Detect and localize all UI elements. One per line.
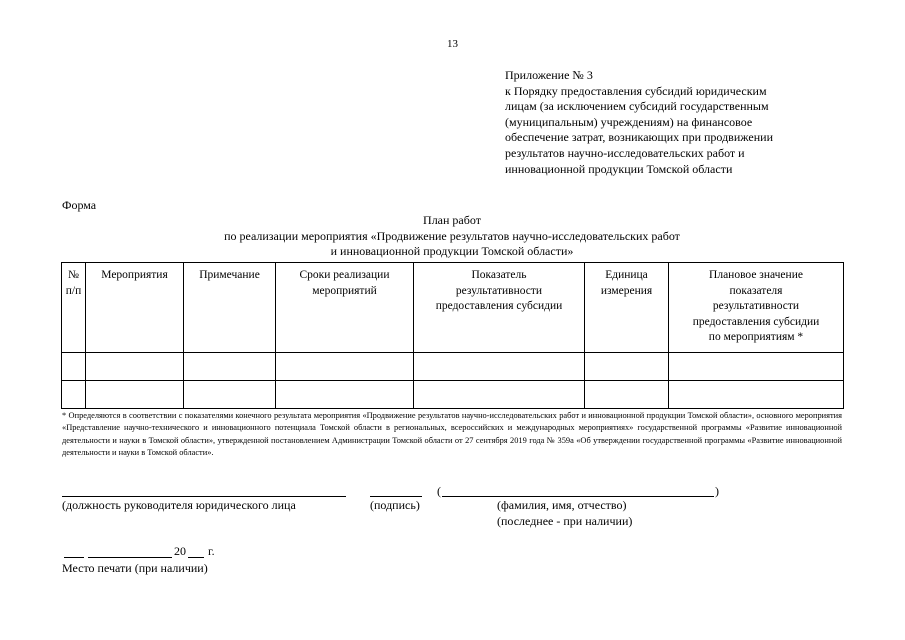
name-open-paren: (: [437, 484, 441, 498]
appendix-line: инновационной продукции Томской области: [505, 161, 733, 176]
date-year-prefix: 20: [174, 544, 186, 558]
plan-title-line: по реализации мероприятия «Продвижение результатов научно-исследовательских работ: [224, 228, 680, 243]
position-caption: (должность руководителя юридического лица: [62, 498, 296, 512]
plan-table: [61, 262, 844, 409]
signature-line[interactable]: [370, 496, 422, 497]
plan-title: [62, 213, 842, 260]
table-header-row: [62, 263, 844, 353]
form-label: Форма: [62, 198, 97, 212]
table-cell[interactable]: [86, 381, 184, 409]
header-deadlines: Сроки реализации мероприятий: [276, 263, 414, 353]
appendix-line: (муниципальным) учреждениям) на финансовое: [505, 114, 753, 129]
header-indicator: Показатель результативности предоставления субсидии: [414, 263, 585, 353]
signature-caption: (подпись): [370, 498, 420, 512]
table-cell[interactable]: [414, 353, 585, 381]
name-caption-note: (последнее - при наличии): [497, 514, 633, 528]
plan-title-line: и инновационной продукции Томской области»: [330, 244, 574, 259]
table-cell[interactable]: [669, 353, 844, 381]
header-planned-value: Плановое значение показателя результативности предоставления субсидии по мероприятиям *: [669, 263, 844, 353]
table-cell[interactable]: [86, 353, 184, 381]
appendix-block: [505, 68, 845, 177]
appendix-line: лицам (за исключением субсидий государственным: [505, 99, 769, 114]
footnote: * Определяются в соответствии с показателями конечного результата мероприятия «Продвижение результатов научно-исследовательских работ и инновационной продукции Томской области», основного мероприятия «Представление научно-технического и инновационного потенциала Томской области в региональных, всероссийских и международных мероприятиях» государственной программы «Развитие инновационной деятельности и науки в Томской области», утвержденной постановлением Администрации Томской области от 27 сентября 2019 года № 359а «Об утверждении государственной программы «Развитие инновационной деятельности и науки в Томской области».: [62, 411, 842, 457]
date-month-line[interactable]: [88, 557, 172, 558]
table-row: [62, 353, 844, 381]
header-number: № п/п: [62, 263, 86, 353]
table-cell[interactable]: [669, 381, 844, 409]
table-cell[interactable]: [585, 353, 669, 381]
header-activities: Мероприятия: [86, 263, 184, 353]
name-caption: (фамилия, имя, отчество): [497, 498, 627, 512]
appendix-line: результатов научно-исследовательских работ и: [505, 145, 745, 160]
appendix-line: обеспечение затрат, возникающих при продвижении: [505, 130, 773, 145]
table-cell[interactable]: [276, 381, 414, 409]
table-row: [62, 381, 844, 409]
appendix-title: Приложение № 3: [505, 68, 593, 82]
date-day-line[interactable]: [64, 557, 84, 558]
table-cell[interactable]: [184, 353, 276, 381]
header-note: Примечание: [184, 263, 276, 353]
plan-title-line: План работ: [423, 213, 481, 227]
page-number: 13: [447, 38, 458, 50]
position-line[interactable]: [62, 496, 346, 497]
table-cell[interactable]: [62, 353, 86, 381]
table-cell[interactable]: [62, 381, 86, 409]
stamp-caption: Место печати (при наличии): [62, 561, 208, 575]
date-year-line[interactable]: [188, 557, 204, 558]
table-cell[interactable]: [585, 381, 669, 409]
table-cell[interactable]: [276, 353, 414, 381]
header-unit: Единица измерения: [585, 263, 669, 353]
name-line[interactable]: [442, 496, 714, 497]
table-cell[interactable]: [184, 381, 276, 409]
appendix-line: к Порядку предоставления субсидий юридическим: [505, 83, 767, 98]
date-year-suffix: г.: [208, 544, 215, 558]
table-cell[interactable]: [414, 381, 585, 409]
name-close-paren: ): [715, 484, 719, 498]
